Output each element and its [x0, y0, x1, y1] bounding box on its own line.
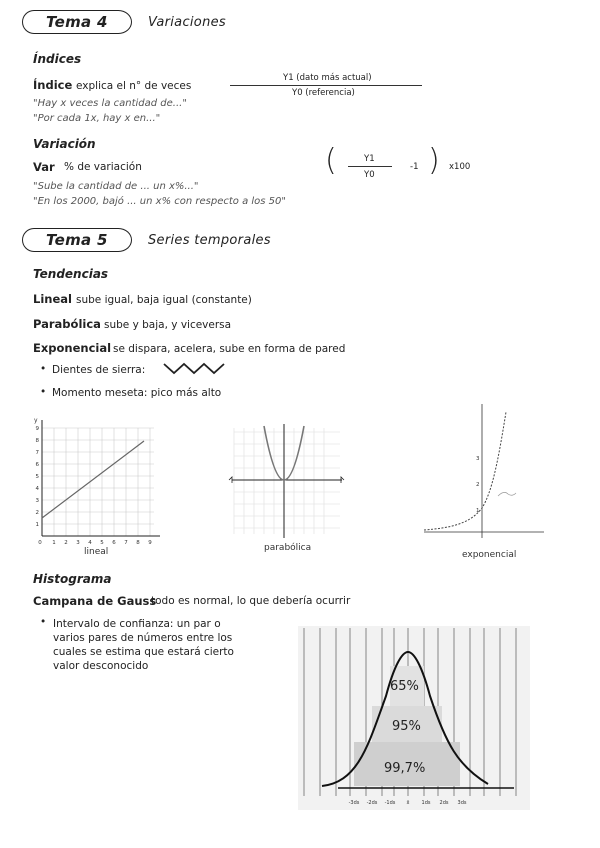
pct-99: 99,7% [384, 761, 426, 776]
lineal-x-tick: 0 [38, 540, 42, 546]
var-top: Y1 [364, 154, 375, 164]
gauss-desc: todo es normal, lo que debería ocurrir [151, 595, 351, 607]
var-bottom: Y0 [364, 170, 375, 180]
gauss-axis-label: 3ds [457, 800, 467, 806]
tendencias-heading: Tendencias [33, 267, 109, 281]
lineal-x-tick: 3 [76, 540, 80, 546]
intervalo-text [53, 617, 234, 673]
var-quote-2: "En los 2000, bajó ... un x% con respecto a los 50" [33, 196, 286, 207]
lineal-x-tick: 7 [124, 540, 128, 546]
gauss-axis-label: x̄ [406, 800, 410, 806]
lineal-x-tick: 8 [136, 540, 140, 546]
var-fraction-line [348, 166, 392, 167]
lineal-y-tick: 4 [35, 486, 39, 492]
lineal-x-tick: 1 [52, 540, 56, 546]
gauss-axis-label: 1ds [421, 800, 431, 806]
lineal-y-tick: 6 [35, 462, 39, 468]
bullet-dientes: Dientes de sierra: [52, 364, 146, 376]
lineal-term: Lineal [33, 292, 72, 306]
lineal-y-tick: 3 [35, 498, 39, 504]
fraction-line [230, 85, 422, 86]
lineal-y-tick: 2 [35, 510, 39, 516]
var-minus: -1 [410, 162, 419, 172]
lineal-x-tick: 2 [64, 540, 68, 546]
lineal-x-tick: 6 [112, 540, 116, 546]
lineal-x-tick: 4 [88, 540, 92, 546]
exponencial-desc: se dispara, acelera, sube en forma de pared [113, 343, 346, 355]
pct-95: 95% [392, 719, 421, 734]
var-paren-left: ( [325, 143, 337, 178]
gauss-axis-label: 2ds [439, 800, 449, 806]
lineal-y-tick: 8 [35, 438, 39, 444]
intervalo-line: varios pares de números entre los [53, 632, 233, 644]
pct-68: 65% [390, 679, 419, 694]
lineal-desc: sube igual, baja igual (constante) [76, 294, 252, 306]
intervalo-line: cuales se estima que estará cierto [53, 646, 234, 658]
bullet-dot-1: • [40, 363, 47, 375]
parabolica-desc: sube y baja, y viceversa [104, 319, 232, 331]
var-quote-1: "Sube la cantidad de ... un x%..." [33, 181, 199, 192]
lineal-y-tick: 7 [35, 450, 39, 456]
indice-desc: explica el n° de veces [76, 80, 192, 92]
gauss-term: Campana de Gauss [33, 594, 157, 608]
lineal-x-tick: 5 [100, 540, 104, 546]
var-mult: x100 [449, 162, 471, 172]
caption-exponencial: exponencial [462, 550, 517, 560]
indices-heading: Índices [33, 52, 82, 66]
exponencial-chart [420, 402, 550, 550]
caption-lineal: lineal [84, 547, 109, 557]
bullet-meseta: Momento meseta: pico más alto [52, 387, 222, 399]
indice-fraction-top: Y1 (dato más actual) [283, 73, 372, 83]
gauss-chart [298, 626, 530, 810]
tema5-title: Series temporales [148, 233, 271, 248]
bullet-dot-3: • [40, 616, 47, 628]
variacion-heading: Variación [33, 137, 96, 151]
var-desc: % de variación [64, 161, 142, 173]
indice-fraction-bottom: Y0 (referencia) [292, 88, 355, 98]
lineal-y-tick: 5 [35, 474, 39, 480]
parabolica-term: Parabólica [33, 317, 101, 331]
var-term: Var [33, 160, 55, 174]
parabolica-chart [228, 424, 348, 542]
caption-parabolica: parabólica [264, 543, 312, 553]
lineal-y-tick: 9 [35, 426, 39, 432]
gauss-axis-label: -2ds [366, 800, 378, 806]
gauss-axis-label: -1ds [384, 800, 396, 806]
indice-term: Índice [33, 78, 73, 92]
exponencial-term: Exponencial [33, 341, 112, 355]
lineal-y-tick: 1 [35, 522, 39, 528]
exp-tick: 3 [476, 456, 480, 462]
exp-tick: 2 [476, 482, 480, 488]
lineal-x-tick: 9 [148, 540, 152, 546]
indice-quote-1: "Hay x veces la cantidad de..." [33, 98, 187, 109]
intervalo-line: Intervalo de confianza: un par o [53, 618, 221, 630]
lineal-chart [30, 412, 170, 547]
histograma-heading: Histograma [33, 572, 112, 586]
sawtooth-icon [162, 360, 232, 376]
bullet-dot-2: • [40, 386, 47, 398]
var-paren-right: ) [428, 143, 440, 178]
indice-quote-2: "Por cada 1x, hay x en..." [33, 113, 161, 124]
gauss-axis-label: -3ds [348, 800, 360, 806]
tema5-badge-label: Tema 5 [46, 231, 108, 249]
intervalo-line: valor desconocido [53, 660, 149, 672]
lineal-y-label: y [34, 417, 38, 424]
tema4-title: Variaciones [148, 15, 226, 30]
tema4-badge-label: Tema 4 [46, 13, 108, 31]
exp-tick: 1 [476, 508, 480, 514]
